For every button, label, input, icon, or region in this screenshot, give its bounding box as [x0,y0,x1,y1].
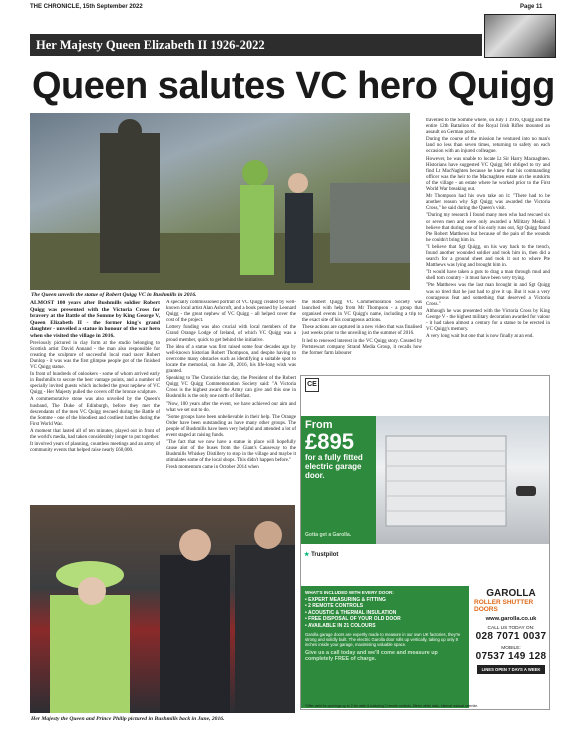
trustpilot-badge [304,551,338,558]
ad-price: £895 [305,429,354,454]
mobile-number[interactable]: 07537 149 128 [475,651,547,662]
ad-call-blurb: Give us a call today and we'll come and measure up completely FREE of charge. [305,650,438,663]
garage-door-art [376,416,550,544]
article-column-3 [302,300,422,372]
ce-mark: CE [305,378,319,392]
folio-left: THE CHRONICLE, 15th September 2022 [30,4,143,10]
queen-philip-photo [30,505,295,713]
mobile-label: MOBILE: [501,646,521,651]
included-list [305,597,465,629]
queen-figure [240,185,274,275]
article-column-4 [426,118,550,372]
included-item: • ACOUSTIC & THERMAL INSULATION [305,609,397,616]
star-icon: ★ [304,552,310,558]
article-paragraph: "Now, 100 years after the event, we have achieved our aim and what we set out to do. [166,401,296,413]
article-paragraph: The idea of a statue was first raised some four decades ago by well-known historian Robert Thompson, and despite having to overcome many obstacles such as identifying a suitable spot to locate the memorial, on June 28, 2016, his life-long wish was granted. [166,344,296,375]
article-paragraph: Mr Thompson had his own take on it: "There had to be another reason why Sgt Quigg was awarded the Victoria Cross," he said during the Queen's visit. [426,194,550,212]
included-item: • EXPERT MEASURING & FITTING [305,597,386,603]
included-item: • 2 REMOTE CONTROLS [305,603,364,610]
ad-price-panel [301,416,376,544]
folio-right: Page 11 [520,4,543,10]
statue-shape [100,133,160,273]
ad-footnote: *Offer valid for openings up to 2.4m wide & including 2 remote controls, 55mm white slats, internal manual override. [305,704,479,708]
ad-subtitle: for a fully fitted electric garage door. [305,453,363,480]
garage-door-photo [376,416,550,544]
article-paragraph: "Some groups have been unbelievable in their help. The Orange Order have been outstanding as have many other groups. The people of Bushmills have been very helpful and attended a lot of event staged at raising funds. [166,414,296,438]
article-paragraph: It led to renewed interest in the VC Quigg story. Created by Portstewart company Strand Media Group, it recalls how the former farm labourer [302,338,422,356]
included-item: • FREE DISPOSAL OF YOUR OLD DOOR [305,616,401,623]
included-heading: WHAT'S INCLUDED WITH EVERY DOOR: [305,590,394,595]
queen-figure [50,595,130,713]
article-column-2 [166,300,296,500]
article-paragraph: the Robert Quigg VC Commemoration Society was launched with help from Mr Thompson - a group that organised events in VC Quigg's name, including a trip to the exact site of his courageous actions. [302,300,422,324]
article-paragraph: "During my research I found many men who had rescued six or seven men and were only awarded a Military Medal. I believe that during one of his early runs out, Sgt Quigg found Pte Robert Matthews but because of the pain of the wounds he couldn't bring him in. [426,213,550,243]
garolla-advert[interactable] [300,375,550,710]
article-paragraph: A specially commissioned portrait of VC Quigg created by well-known local artist Alan Ashcroft, and a book penned by Leonard Quigg - the great nephew of VC Quigg - all helped cover the cost of the project. [166,300,296,324]
article-paragraph: It involved years of planning, countless meetings and an army of community events that helped raise nearly £60,000. [30,442,160,454]
article-paragraph: Although he was presented with the Victoria Cross by King George V - the highest military decoration awarded for valour - it had taken almost a century for a statue to be erected in VC Quigg's memory. [426,308,550,333]
queen-portrait-image [484,14,556,58]
ad-contact-panel [471,586,550,708]
ad-included-panel [301,586,469,708]
ad-blurb: Garolla garage doors are expertly made to measure in our own UK factories, they're strong and solidly built. The electric Garolla door rolls up vertically, taking up only 8 inches inside your garage, maximising valuable space. [305,632,461,648]
caption-bottom: Her Majesty the Queen and Prince Philip pictured in Bushmills back in June, 2016. [31,716,225,722]
article-paragraph: A very long wait but one that is now finally at an end. [426,334,534,340]
ad-from: From [305,419,333,431]
garolla-tagline: ROLLER SHUTTER DOORS [474,599,534,613]
philip-figure [160,555,230,713]
phone-number[interactable]: 028 7071 0037 [475,631,547,642]
article-column-1 [30,300,160,500]
garolla-logo: GAROLLA [486,588,536,599]
article-paragraph: Fresh momentum came in October 2014 when [166,465,259,471]
article-paragraph: A commemorative stone was also unveiled by the Queen's husband, The Duke of Edinburgh, before they met the descendants of the men VC Quigg rescued during the Battle of the Somme - one of the bloodiest and costliest battles during the First World War. [30,397,160,427]
section-banner: Her Majesty Queen Elizabeth II 1926-2022 [30,34,482,56]
lines-open-badge: LINES OPEN 7 DAYS A WEEK [477,665,545,674]
call-label: CALL US TODAY ON: [487,626,535,631]
article-paragraph: "Pte Matthews was the last man brought in and Sgt Quigg was so tired that he just had to give it up. But it was a very courageous feat and something that deserved a Victoria Cross." [426,283,550,307]
article-paragraph: During the course of the mission he ventured into no man's land no less than seven times, returning to safety on each occasion with an injured colleague. [426,137,550,155]
included-item: • AVAILABLE IN 21 COLOURS [305,622,376,629]
statue-photo-art [30,113,410,290]
article-paragraph: "It would have taken a guts to drag a man through mud and shell torn country - it must have been very trying. [426,270,550,282]
trustpilot-label: Trustpilot [311,552,339,558]
article-paragraph: Previously pictured in clay form at the studio belonging to Scottish artist David Annand - the man also responsible for creating the sculpture of successful local road racer Robert Dunlop - it was was the first glimpse people got of the finished VC Quigg statue. [30,340,160,370]
article-paragraph: These actions are captured in a new video that was finalised just weeks prior to the unveiling in the summer of 2016. [302,325,422,337]
queen-philip-photo-art [30,505,295,713]
article-paragraph: Lottery funding was also crucial with local members of the Grand Orange Lodge of Ireland, of which VC Quigg was a proud member, quick to get behind the initiative. [166,325,296,343]
article-paragraph: travelled to the Somme where, on July 1 1916, Quigg and the entire 12th Battalion of the Royal Irish Rifles mounted an assault on German ports. [426,118,550,136]
statue-photo [30,113,410,290]
ad-website-link[interactable]: www.garolla.co.uk [485,616,537,622]
article-paragraph: A moment that lasted all of ten minutes, played out in front of the world's media, had taken considerably longer to put together. [30,428,160,440]
article-paragraph: In front of hundreds of onlookers - some of whom arrived early in Bushmills to secure the best vantage points, and a number of specially invited guests which included the great nephew of VC Quigg - Her Majesty pulled the covers off the bronze sculpture. [30,372,160,396]
headline: Queen salutes VC hero Quigg [32,65,555,107]
article-paragraph: However, he was unable to locate Lt Sir Harry Macnaghten. Historians have suggested VC Quigg felt obliged to try and find Lt MacNaghten because he knew that his commanding officer was the heir to the Macnaghten estate on the outskirts of the village - an estate where he worked prior to the First World War breaking out. [426,156,550,193]
remote-control-icon [516,486,536,496]
caption-top: The Queen unveils the statue of Robert Quigg VC in Bushmills in 2016. [31,292,197,298]
article-paragraph: "The fact that we now have a statue in place will hopefully cause alot of the buses from the Giant's Causeway to the Bushmills Whiskey Distillery to stop in the village and maybe it stimulates some of the local shops. This didn't happen before." [166,440,296,464]
article-paragraph: "I believe that Sgt Quigg, on his way back to the trench, found another wounded soldier and took him in, then did a search for a ground sheet and took it out to where Pte Matthews was lying and brought him in. [426,244,550,269]
article-lead: ALMOST 100 years after Bushmills soldier Robert Quigg was presented with the Victoria Cross for bravery at the Battle of the Somme by King George V, Queen Elizabeth II - the former king's grand daughter - unveiled a statue in honour of the war hero when she visited the village in 2016. [30,300,160,339]
article-paragraph: Speaking to The Chronicle that day, the President of the Robert Quigg VC Quigg Commemoration Society said: "A Victoria Cross is the highest award the Army can give and this one in Bushmills is the only one north of Belfast. [166,376,296,400]
ad-cta: Gotta get a Garolla. [305,532,352,538]
